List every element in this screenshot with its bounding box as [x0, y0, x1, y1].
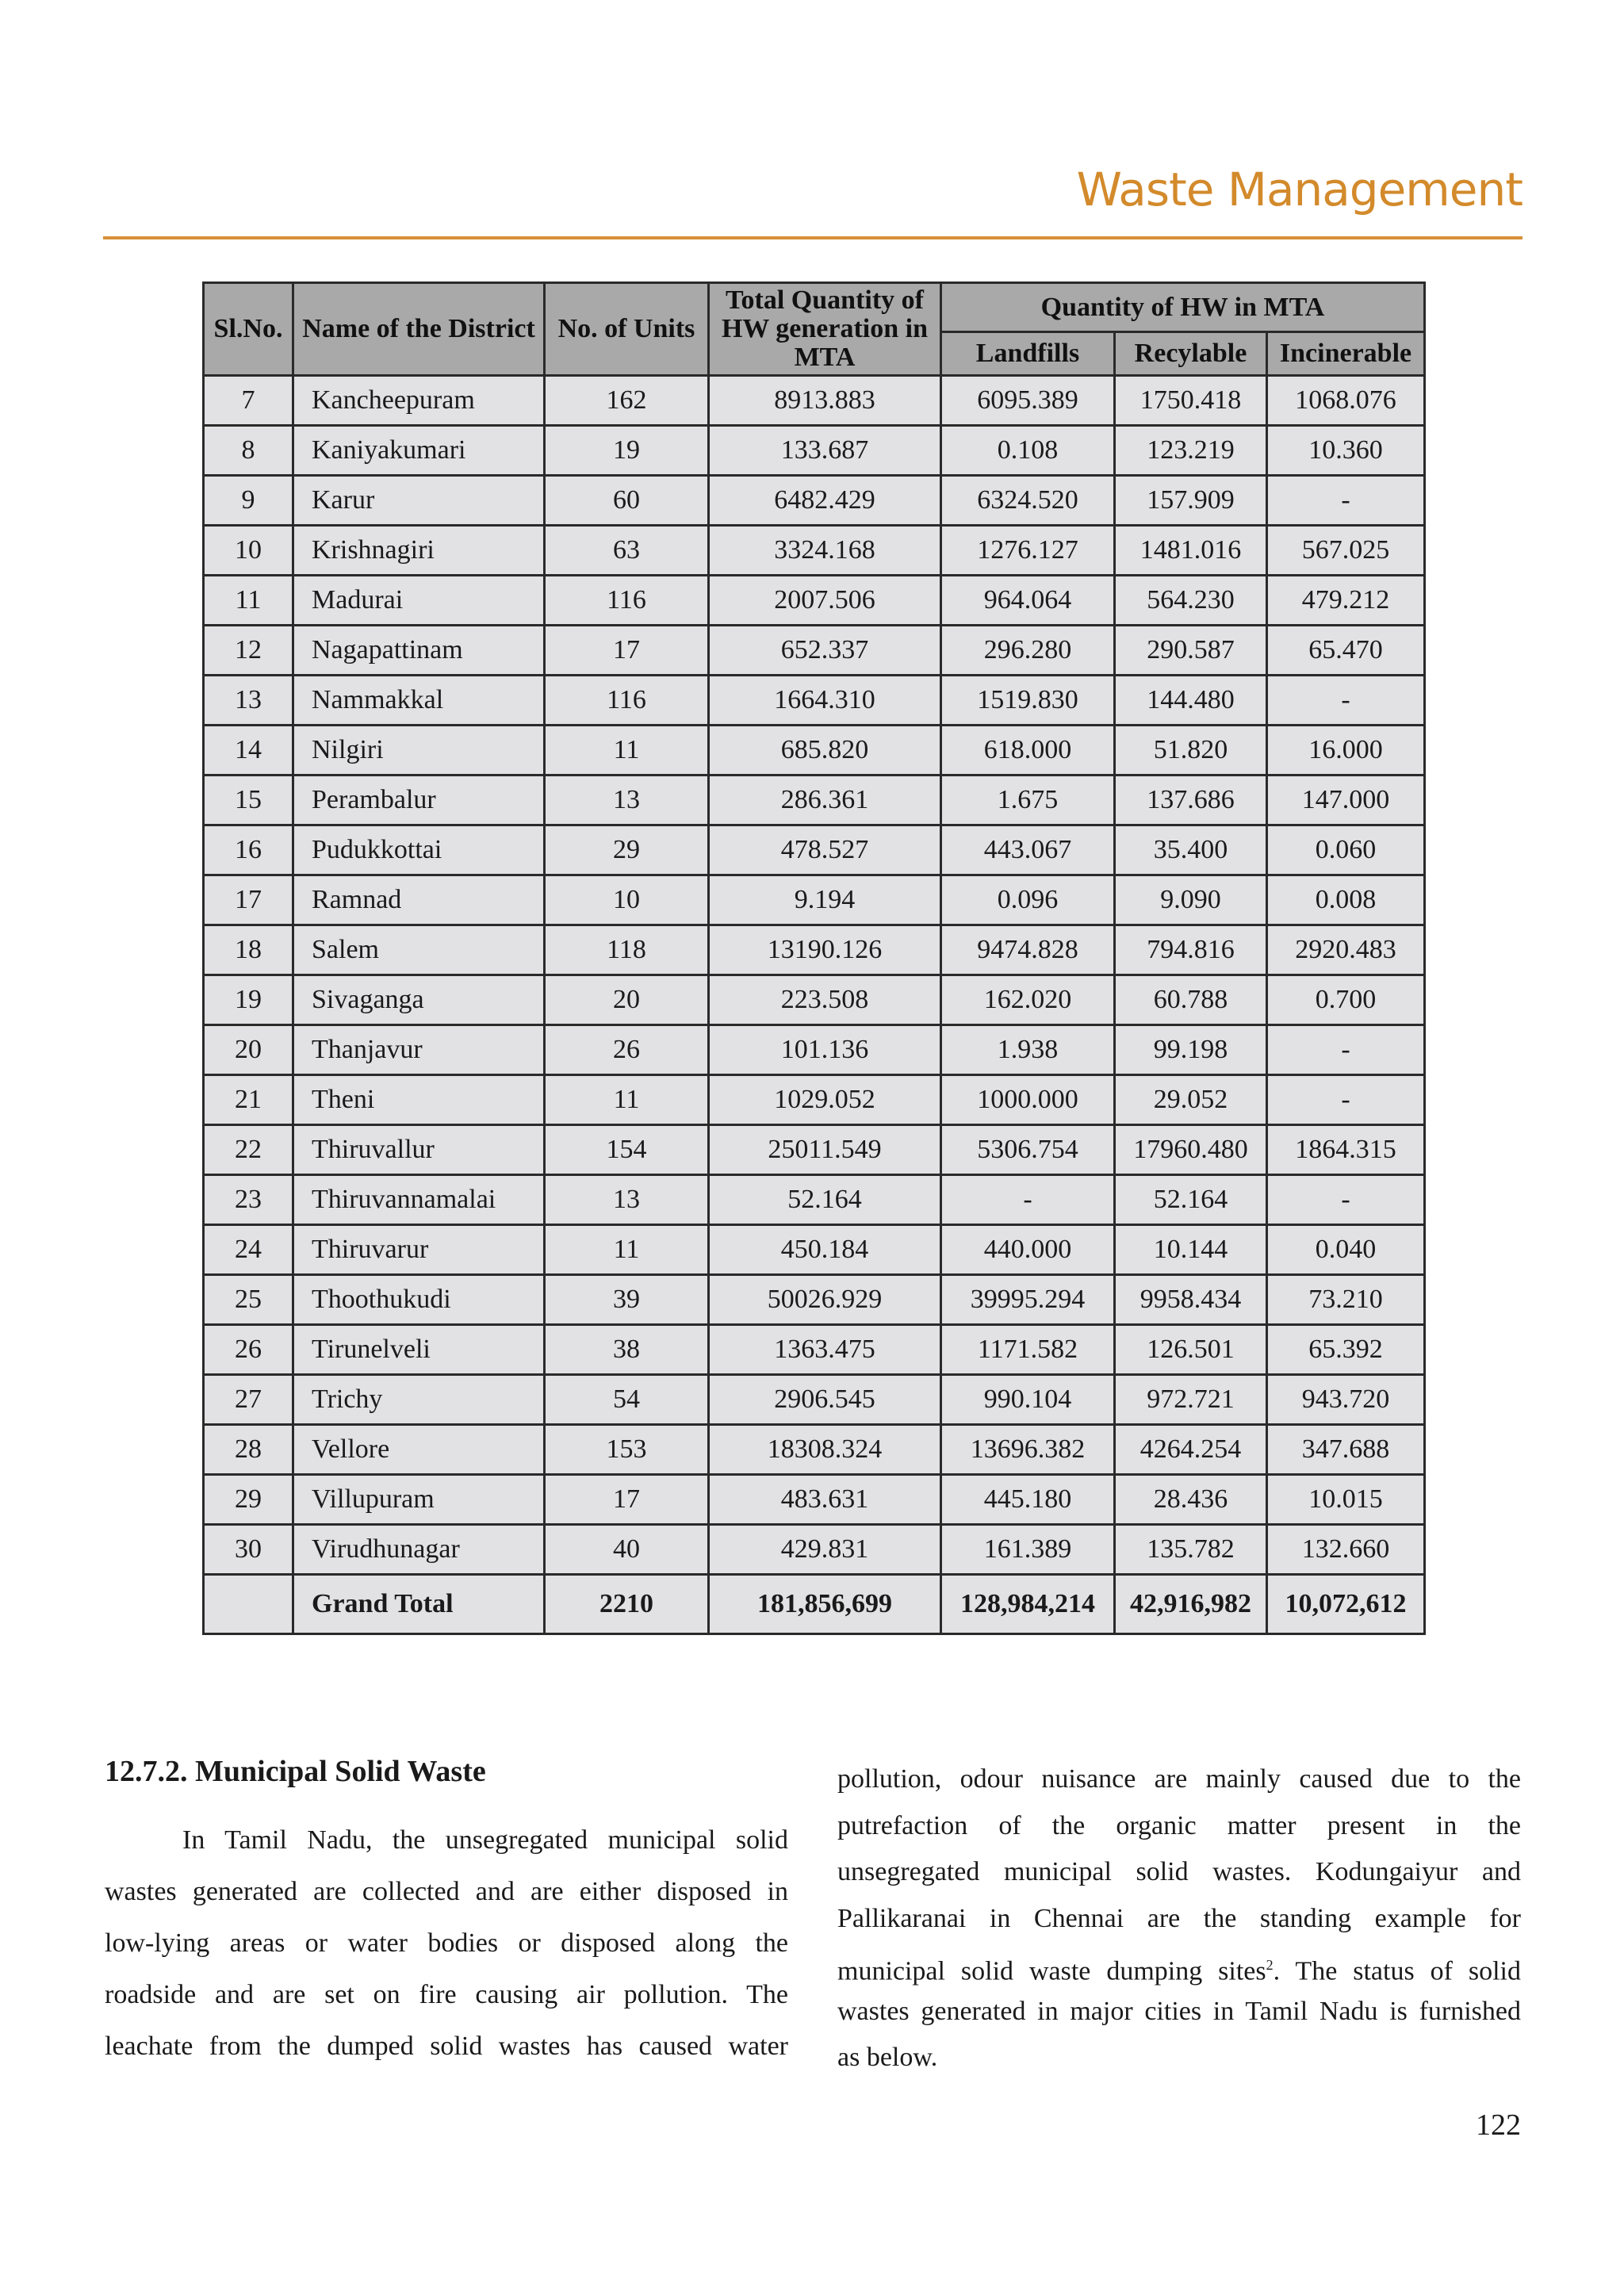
cell-incinerable: 1864.315 [1267, 1125, 1425, 1175]
cell-recyclable: 564.230 [1115, 576, 1267, 626]
cell-landfills: 1276.127 [941, 526, 1115, 576]
cell-sl: 16 [204, 825, 293, 875]
cell-sl: 30 [204, 1525, 293, 1575]
cell-incinerable: 0.700 [1267, 975, 1425, 1025]
cell-units: 38 [545, 1325, 709, 1375]
cell-district: Nagapattinam [293, 626, 545, 676]
cell-landfills: 6324.520 [941, 476, 1115, 526]
left-column-text [105, 1814, 788, 2072]
table-row [204, 1375, 1425, 1425]
cell-sl: 8 [204, 426, 293, 476]
cell-recyclable: 10.144 [1115, 1225, 1267, 1275]
text-line: In Tamil Nadu, the unsegregated municipal solid [182, 1825, 788, 1855]
cell-total: 2007.506 [709, 576, 941, 626]
cell-district: Karur [293, 476, 545, 526]
cell-total: 223.508 [709, 975, 941, 1025]
cell-landfills: 964.064 [941, 576, 1115, 626]
text-line: as below. [837, 2043, 938, 2072]
cell-sl: 20 [204, 1025, 293, 1075]
table-row [204, 676, 1425, 726]
text-line: putrefaction of the organic matter present in the [837, 1810, 1521, 1840]
cell-incinerable: - [1267, 1025, 1425, 1075]
cell-total: 478.527 [709, 825, 941, 875]
cell-sl: 12 [204, 626, 293, 676]
cell-sl: 15 [204, 776, 293, 825]
cell-district: Thoothukudi [293, 1275, 545, 1325]
text-line: pollution, odour nuisance are mainly caused due to the [837, 1764, 1521, 1794]
cell-landfills: 13696.382 [941, 1425, 1115, 1475]
cell-units: 10 [545, 875, 709, 925]
cell-total: 3324.168 [709, 526, 941, 576]
cell-sl: 29 [204, 1475, 293, 1525]
cell-units: 39 [545, 1275, 709, 1325]
cell-recyclable: 1481.016 [1115, 526, 1267, 576]
cell-recyclable: 28.436 [1115, 1475, 1267, 1525]
cell-units: 29 [545, 825, 709, 875]
cell-incinerable: 0.040 [1267, 1225, 1425, 1275]
cell-total: 685.820 [709, 726, 941, 776]
cell-recyclable: 29.052 [1115, 1075, 1267, 1125]
cell-district: Pudukkottai [293, 825, 545, 875]
cell-units: 17 [545, 1475, 709, 1525]
cell-landfills: 5306.754 [941, 1125, 1115, 1175]
table-row [204, 426, 1425, 476]
cell-recyclable: 123.219 [1115, 426, 1267, 476]
header-units: No. of Units [545, 283, 709, 376]
cell-incinerable: - [1267, 1175, 1425, 1225]
cell-units: 118 [545, 925, 709, 975]
cell-total: 429.831 [709, 1525, 941, 1575]
cell-units: 11 [545, 726, 709, 776]
cell-sl: 13 [204, 676, 293, 726]
cell-total: 1664.310 [709, 676, 941, 726]
cell-units: 40 [545, 1525, 709, 1575]
text-line: unsegregated municipal solid wastes. Kodungaiyur and [837, 1857, 1521, 1886]
cell-units: 153 [545, 1425, 709, 1475]
cell-landfills: 443.067 [941, 825, 1115, 875]
cell-units: 63 [545, 526, 709, 576]
cell-landfills: 990.104 [941, 1375, 1115, 1425]
cell-total: 18308.324 [709, 1425, 941, 1475]
cell-landfills: 1519.830 [941, 676, 1115, 726]
cell-recyclable: 794.816 [1115, 925, 1267, 975]
cell-total: 483.631 [709, 1475, 941, 1525]
cell-recyclable: 9958.434 [1115, 1275, 1267, 1325]
cell-total: 52.164 [709, 1175, 941, 1225]
cell-landfills: 618.000 [941, 726, 1115, 776]
cell-sl: 22 [204, 1125, 293, 1175]
text-line: Pallikaranai in Chennai are the standing example for [837, 1903, 1521, 1933]
cell-units: 116 [545, 676, 709, 726]
cell-landfills: 1.675 [941, 776, 1115, 825]
cell-sl: 21 [204, 1075, 293, 1125]
cell-units: 2210 [545, 1575, 709, 1634]
cell-recyclable: 290.587 [1115, 626, 1267, 676]
cell-incinerable: 2920.483 [1267, 925, 1425, 975]
cell-incinerable: 347.688 [1267, 1425, 1425, 1475]
cell-district: Vellore [293, 1425, 545, 1475]
cell-incinerable: 479.212 [1267, 576, 1425, 626]
cell-units: 11 [545, 1225, 709, 1275]
total-row [204, 1575, 1425, 1634]
cell-district: Tirunelveli [293, 1325, 545, 1375]
table-row [204, 1025, 1425, 1075]
cell-landfills: - [941, 1175, 1115, 1225]
cell-district: Kancheepuram [293, 376, 545, 426]
cell-landfills: 9474.828 [941, 925, 1115, 975]
cell-total: 25011.549 [709, 1125, 941, 1175]
cell-landfills: 1.938 [941, 1025, 1115, 1075]
table-row [204, 526, 1425, 576]
hazardous-waste-table [202, 281, 1426, 1635]
cell-sl: 9 [204, 476, 293, 526]
cell-sl: 27 [204, 1375, 293, 1425]
cell-total: 1363.475 [709, 1325, 941, 1375]
text-line: low-lying areas or water bodies or disposed along the [105, 1928, 788, 1958]
page-number: 122 [1476, 2108, 1521, 2142]
cell-units: 116 [545, 576, 709, 626]
cell-recyclable: 35.400 [1115, 825, 1267, 875]
cell-incinerable: - [1267, 1075, 1425, 1125]
cell-landfills: 161.389 [941, 1525, 1115, 1575]
cell-recyclable: 126.501 [1115, 1325, 1267, 1375]
cell-incinerable: 65.470 [1267, 626, 1425, 676]
cell-landfills: 296.280 [941, 626, 1115, 676]
header-incinerable: Incinerable [1267, 332, 1425, 376]
cell-recyclable: 51.820 [1115, 726, 1267, 776]
cell-incinerable: 10,072,612 [1267, 1575, 1425, 1634]
cell-total: 181,856,699 [709, 1575, 941, 1634]
table-row [204, 1225, 1425, 1275]
cell-sl: 26 [204, 1325, 293, 1375]
cell-incinerable: 1068.076 [1267, 376, 1425, 426]
table-row [204, 825, 1425, 875]
cell-landfills: 6095.389 [941, 376, 1115, 426]
table-row [204, 576, 1425, 626]
cell-incinerable: - [1267, 476, 1425, 526]
cell-incinerable: 0.008 [1267, 875, 1425, 925]
cell-landfills: 162.020 [941, 975, 1115, 1025]
cell-district: Theni [293, 1075, 545, 1125]
cell-incinerable: 65.392 [1267, 1325, 1425, 1375]
text-line: roadside and are set on fire causing air pollution. The [105, 1980, 788, 2009]
cell-total: 8913.883 [709, 376, 941, 426]
cell-total: 286.361 [709, 776, 941, 825]
text-line [837, 1942, 1521, 1989]
cell-total: 50026.929 [709, 1275, 941, 1325]
table-row [204, 626, 1425, 676]
table-row [204, 1075, 1425, 1125]
cell-landfills: 440.000 [941, 1225, 1115, 1275]
cell-incinerable: 0.060 [1267, 825, 1425, 875]
cell-district: Virudhunagar [293, 1525, 545, 1575]
cell-landfills: 0.108 [941, 426, 1115, 476]
cell-incinerable: 16.000 [1267, 726, 1425, 776]
cell-recyclable: 42,916,982 [1115, 1575, 1267, 1634]
cell-units: 26 [545, 1025, 709, 1075]
cell-district: Nilgiri [293, 726, 545, 776]
header-landfills: Landfills [941, 332, 1115, 376]
table-row [204, 1175, 1425, 1225]
cell-district: Perambalur [293, 776, 545, 825]
cell-total: 1029.052 [709, 1075, 941, 1125]
cell-recyclable: 52.164 [1115, 1175, 1267, 1225]
table-row [204, 1425, 1425, 1475]
text-line: wastes generated in major cities in Tamil Nadu is furnished [837, 1996, 1521, 2026]
cell-total: 13190.126 [709, 925, 941, 975]
cell-landfills: 0.096 [941, 875, 1115, 925]
cell-recyclable: 60.788 [1115, 975, 1267, 1025]
cell-units: 60 [545, 476, 709, 526]
cell-sl: 18 [204, 925, 293, 975]
cell-total: 133.687 [709, 426, 941, 476]
cell-recyclable: 99.198 [1115, 1025, 1267, 1075]
cell-sl: 25 [204, 1275, 293, 1325]
cell-incinerable: 73.210 [1267, 1275, 1425, 1325]
cell-units: 13 [545, 776, 709, 825]
cell-units: 11 [545, 1075, 709, 1125]
text-line: leachate from the dumped solid wastes has caused water [105, 2032, 788, 2061]
cell-landfills: 1000.000 [941, 1075, 1115, 1125]
cell-district: Kaniyakumari [293, 426, 545, 476]
cell-incinerable: 147.000 [1267, 776, 1425, 825]
cell-incinerable: 567.025 [1267, 526, 1425, 576]
cell-recyclable: 157.909 [1115, 476, 1267, 526]
cell-district: Grand Total [293, 1575, 545, 1634]
cell-incinerable: 132.660 [1267, 1525, 1425, 1575]
cell-recyclable: 972.721 [1115, 1375, 1267, 1425]
header-recyclable: Recylable [1115, 332, 1267, 376]
table-row [204, 1325, 1425, 1375]
table-row [204, 1275, 1425, 1325]
cell-units: 54 [545, 1375, 709, 1425]
table-row [204, 925, 1425, 975]
cell-landfills: 445.180 [941, 1475, 1115, 1525]
table-row [204, 975, 1425, 1025]
cell-units: 19 [545, 426, 709, 476]
text-line: wastes generated are collected and are either disposed in [105, 1877, 788, 1906]
right-column-text [837, 1756, 1521, 2081]
cell-landfills: 1171.582 [941, 1325, 1115, 1375]
cell-total: 652.337 [709, 626, 941, 676]
cell-recyclable: 1750.418 [1115, 376, 1267, 426]
table-row [204, 726, 1425, 776]
cell-district: Thiruvannamalai [293, 1175, 545, 1225]
header-sl: Sl.No. [204, 283, 293, 376]
cell-incinerable: 10.360 [1267, 426, 1425, 476]
cell-total: 9.194 [709, 875, 941, 925]
cell-units: 20 [545, 975, 709, 1025]
table-row [204, 875, 1425, 925]
cell-sl: 7 [204, 376, 293, 426]
text-fragment: . The status of solid [1273, 1956, 1522, 1986]
table-row [204, 1525, 1425, 1575]
cell-units: 17 [545, 626, 709, 676]
cell-sl: 23 [204, 1175, 293, 1225]
cell-units: 13 [545, 1175, 709, 1225]
cell-total: 101.136 [709, 1025, 941, 1075]
cell-district: Thanjavur [293, 1025, 545, 1075]
cell-recyclable: 4264.254 [1115, 1425, 1267, 1475]
cell-sl: 14 [204, 726, 293, 776]
table-row [204, 1125, 1425, 1175]
cell-district: Villupuram [293, 1475, 545, 1525]
cell-sl [204, 1575, 293, 1634]
cell-district: Salem [293, 925, 545, 975]
table-row [204, 776, 1425, 825]
cell-sl: 28 [204, 1425, 293, 1475]
table-row [204, 1475, 1425, 1525]
cell-total: 450.184 [709, 1225, 941, 1275]
cell-sl: 17 [204, 875, 293, 925]
table-row [204, 476, 1425, 526]
cell-landfills: 128,984,214 [941, 1575, 1115, 1634]
cell-units: 162 [545, 376, 709, 426]
header-total: Total Quantity of HW generation in MTA [709, 283, 941, 376]
footnote-ref[interactable]: 2 [1266, 1957, 1274, 1973]
cell-total: 6482.429 [709, 476, 941, 526]
cell-district: Sivaganga [293, 975, 545, 1025]
cell-district: Thiruvallur [293, 1125, 545, 1175]
cell-district: Thiruvarur [293, 1225, 545, 1275]
header-rule [103, 236, 1522, 239]
chapter-title: Waste Management [1076, 163, 1522, 216]
cell-total: 2906.545 [709, 1375, 941, 1425]
cell-sl: 10 [204, 526, 293, 576]
cell-recyclable: 144.480 [1115, 676, 1267, 726]
cell-district: Trichy [293, 1375, 545, 1425]
header-district: Name of the District [293, 283, 545, 376]
cell-incinerable: 10.015 [1267, 1475, 1425, 1525]
text-fragment: municipal solid waste dumping sites [837, 1956, 1266, 1986]
cell-district: Nammakkal [293, 676, 545, 726]
cell-recyclable: 17960.480 [1115, 1125, 1267, 1175]
cell-district: Krishnagiri [293, 526, 545, 576]
cell-sl: 19 [204, 975, 293, 1025]
cell-recyclable: 137.686 [1115, 776, 1267, 825]
cell-units: 154 [545, 1125, 709, 1175]
cell-incinerable: - [1267, 676, 1425, 726]
cell-incinerable: 943.720 [1267, 1375, 1425, 1425]
cell-district: Madurai [293, 576, 545, 626]
cell-sl: 24 [204, 1225, 293, 1275]
cell-recyclable: 9.090 [1115, 875, 1267, 925]
cell-district: Ramnad [293, 875, 545, 925]
cell-sl: 11 [204, 576, 293, 626]
cell-recyclable: 135.782 [1115, 1525, 1267, 1575]
cell-landfills: 39995.294 [941, 1275, 1115, 1325]
table-row [204, 376, 1425, 426]
header-group: Quantity of HW in MTA [941, 283, 1425, 332]
section-heading: 12.7.2. Municipal Solid Waste [105, 1755, 486, 1788]
